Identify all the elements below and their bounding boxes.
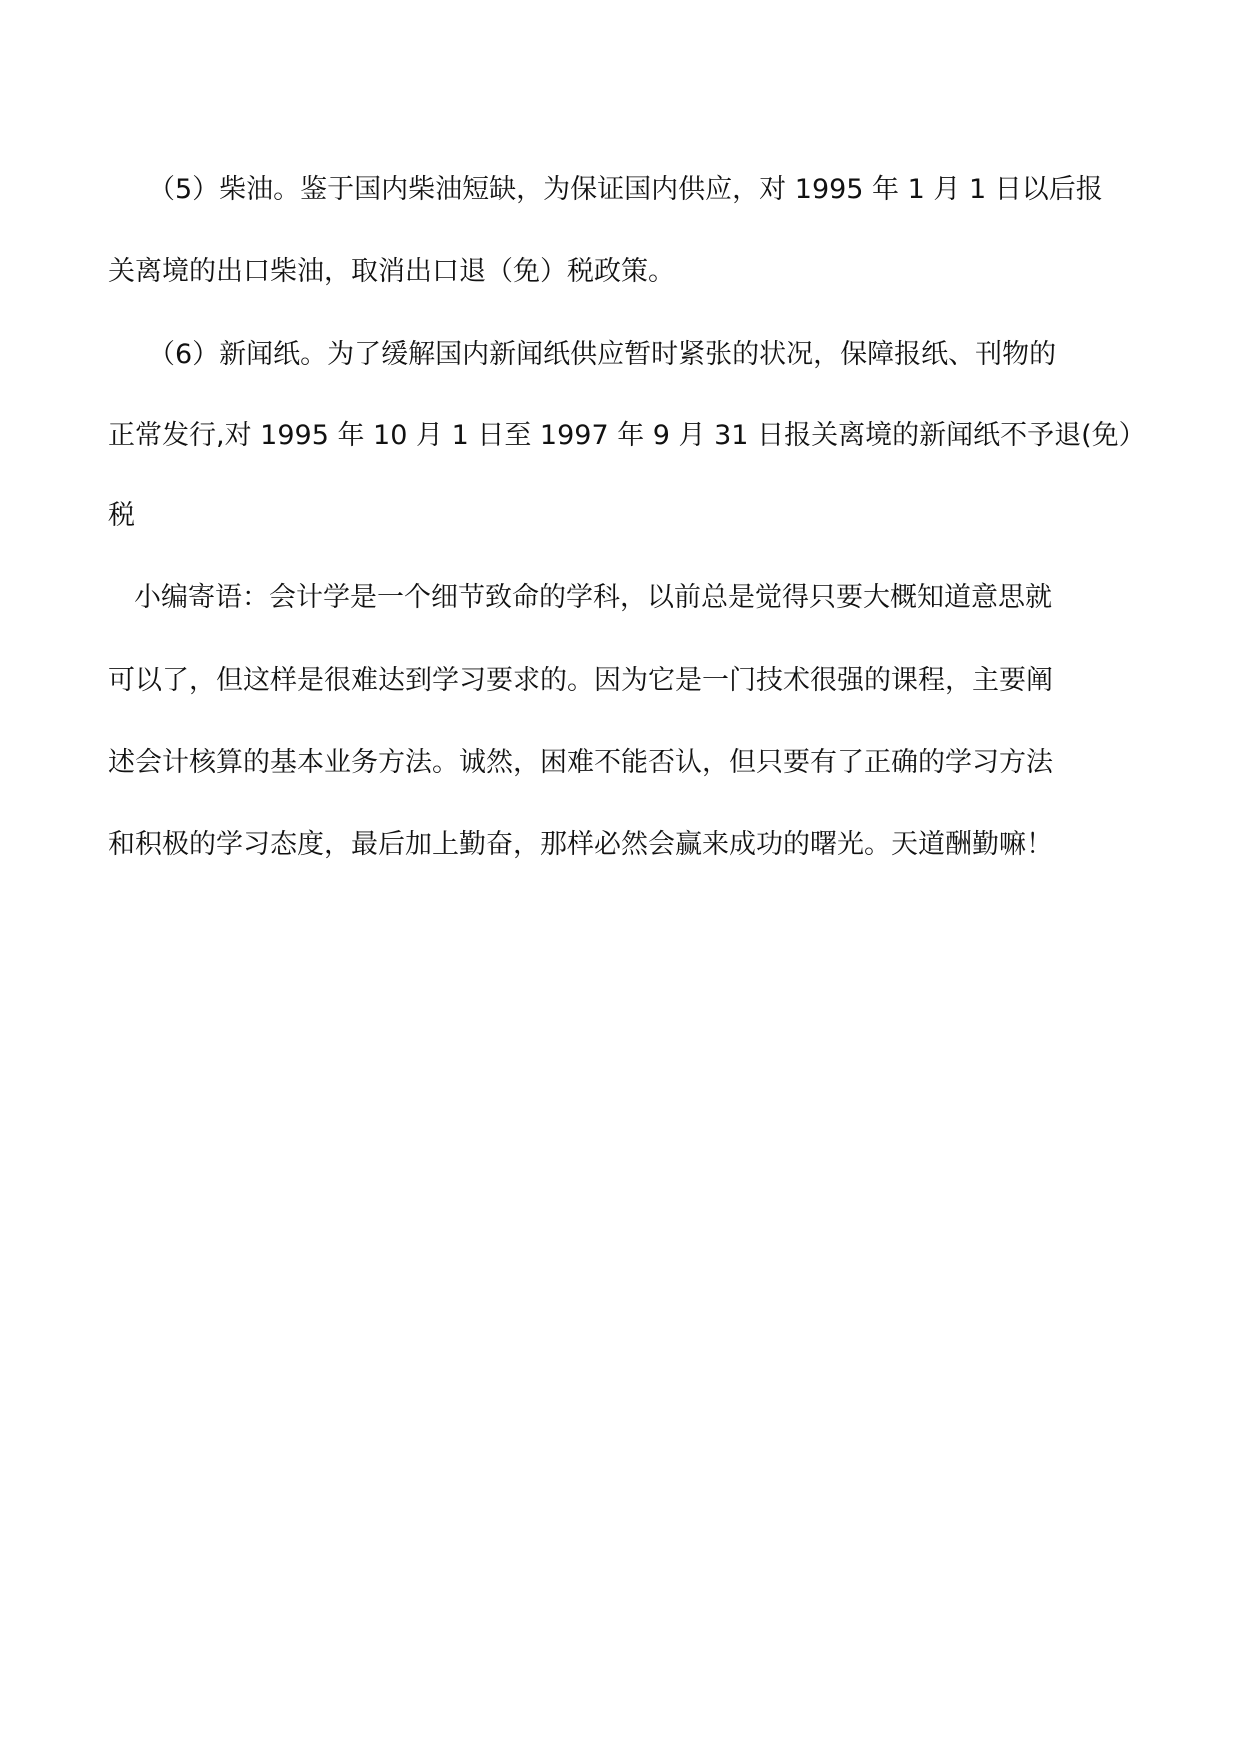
editor-note-line-4: 和积极的学习态度，最后加上勤奋，那样必然会赢来成功的曙光。天道酬勤嘛！ bbox=[108, 829, 1053, 860]
editor-note-line-1: 小编寄语：会计学是一个细节致命的学科，以前总是觉得只要大概知道意思就 bbox=[134, 582, 1052, 613]
paragraph-newsprint-line-2: 正常发行,对 1995 年 10 月 1 日至 1997 年 9 月 31 日报关离境的新闻纸不予退(免） bbox=[108, 420, 1146, 451]
editor-note-line-3: 述会计核算的基本业务方法。诚然，困难不能否认，但只要有了正确的学习方法 bbox=[108, 747, 1053, 778]
paragraph-diesel-line-2: 关离境的出口柴油，取消出口退（免）税政策。 bbox=[108, 256, 675, 287]
editor-note-line-2: 可以了，但这样是很难达到学习要求的。因为它是一门技术很强的课程，主要阐 bbox=[108, 665, 1053, 696]
paragraph-diesel-line-1: （5）柴油。鉴于国内柴油短缺，为保证国内供应，对 1995 年 1 月 1 日以后报 bbox=[148, 174, 1103, 205]
paragraph-newsprint-line-1: （6）新闻纸。为了缓解国内新闻纸供应暂时紧张的状况，保障报纸、刊物的 bbox=[148, 339, 1057, 370]
paragraph-newsprint-line-3: 税 bbox=[108, 500, 135, 531]
